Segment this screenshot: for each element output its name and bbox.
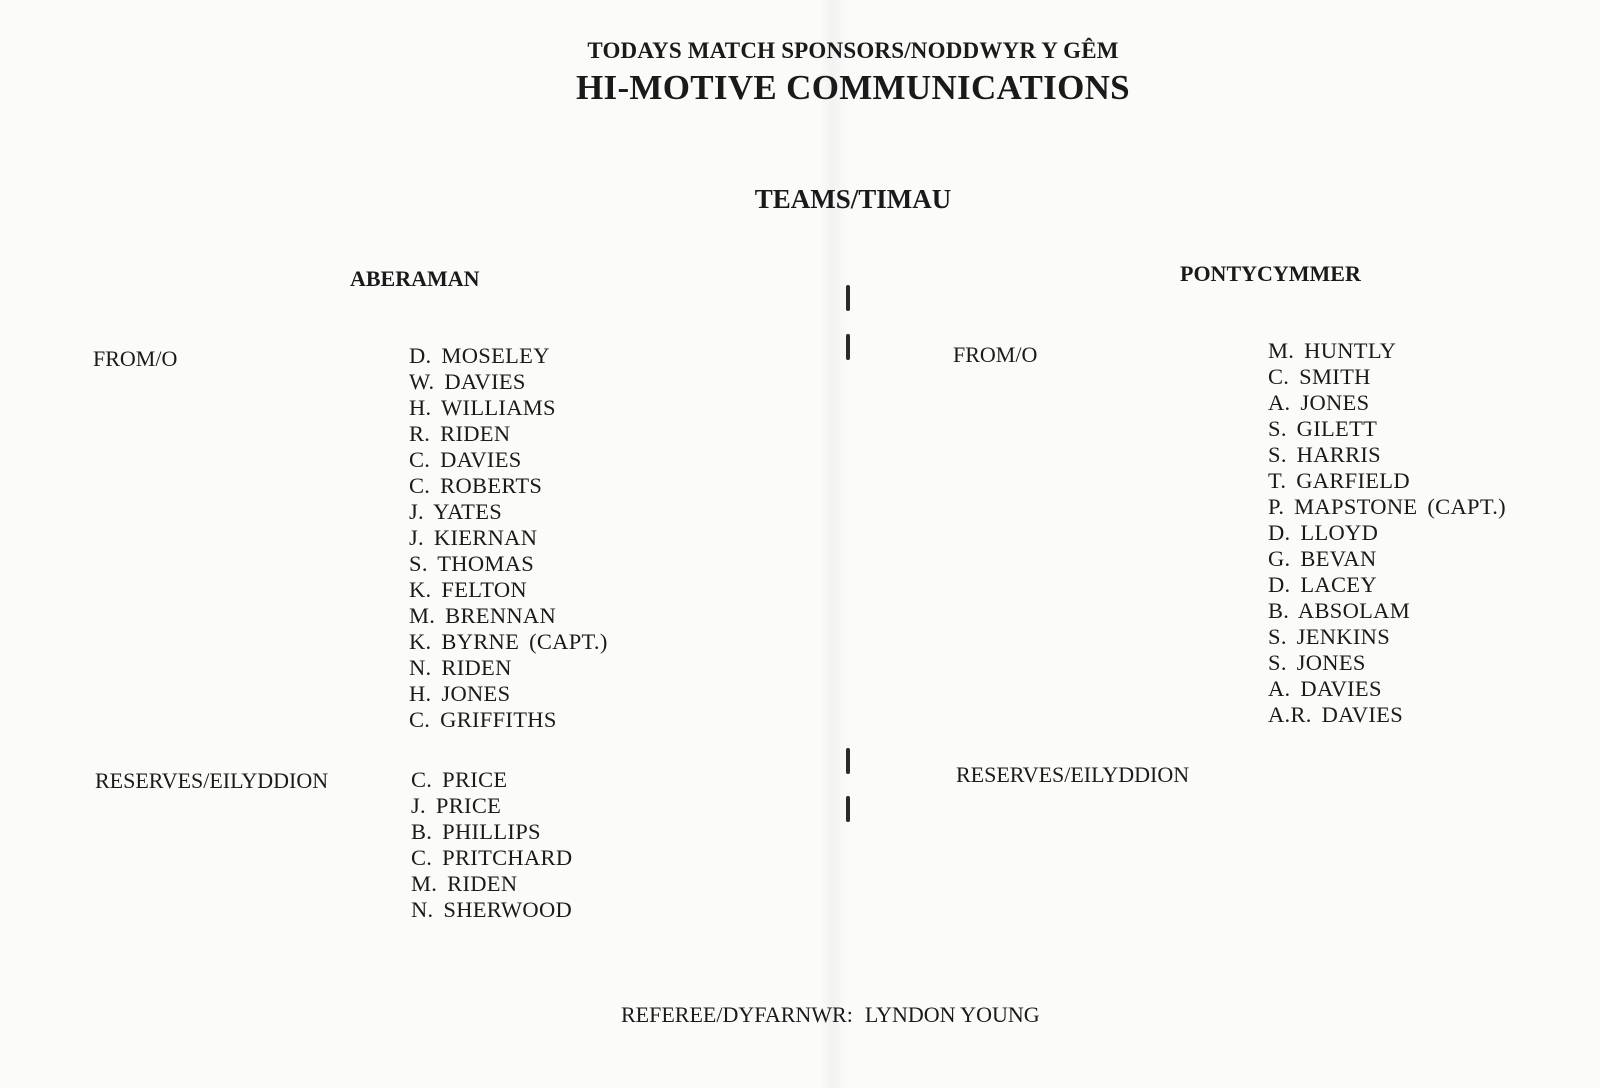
sponsor-heading: TODAYS MATCH SPONSORS/NODDWYR Y GÊM bbox=[587, 38, 1119, 63]
player-row: J. KIERNAN bbox=[409, 525, 538, 550]
player-row: J. YATES bbox=[409, 499, 503, 524]
player-row: S. GILETT bbox=[1268, 416, 1378, 441]
player-row: M. BRENNAN bbox=[409, 603, 557, 628]
sponsor-name: HI-MOTIVE COMMUNICATIONS bbox=[576, 68, 1130, 107]
player-row: A.R. DAVIES bbox=[1268, 702, 1404, 727]
reserve-row: J. PRICE bbox=[411, 793, 502, 818]
player-row: C. GRIFFITHS bbox=[409, 707, 557, 732]
player-row: G. BEVAN bbox=[1268, 546, 1377, 571]
player-row: W. DAVIES bbox=[409, 369, 526, 394]
away-team-name: PONTYCYMMER bbox=[1180, 261, 1361, 286]
home-from-label: FROM/O bbox=[93, 346, 178, 371]
reserve-row: M. RIDEN bbox=[411, 871, 518, 896]
player-row: D. LACEY bbox=[1268, 572, 1377, 597]
player-row: D. LLOYD bbox=[1268, 520, 1379, 545]
player-row: K. BYRNE (CAPT.) bbox=[409, 629, 608, 654]
away-player-list bbox=[1268, 338, 1506, 728]
staple-mark-top-1 bbox=[846, 285, 850, 311]
away-from-label: FROM/O bbox=[953, 342, 1038, 367]
player-row: R. RIDEN bbox=[409, 421, 511, 446]
player-row: A. JONES bbox=[1268, 390, 1370, 415]
referee-name: LYNDON YOUNG bbox=[864, 1002, 1040, 1027]
reserve-row: C. PRITCHARD bbox=[411, 845, 573, 870]
player-row: C. SMITH bbox=[1268, 364, 1371, 389]
player-row: C. DAVIES bbox=[409, 447, 522, 472]
player-row: H. WILLIAMS bbox=[409, 395, 556, 420]
player-row: S. THOMAS bbox=[409, 551, 535, 576]
reserve-row: B. PHILLIPS bbox=[411, 819, 541, 844]
staple-mark-top-2 bbox=[846, 334, 850, 360]
away-reserves-label: RESERVES/EILYDDION bbox=[956, 762, 1190, 787]
player-row: N. RIDEN bbox=[409, 655, 512, 680]
player-row: S. HARRIS bbox=[1268, 442, 1381, 467]
player-row: D. MOSELEY bbox=[409, 343, 550, 368]
home-player-list bbox=[409, 343, 608, 733]
teams-heading: TEAMS/TIMAU bbox=[754, 184, 952, 214]
referee-label: REFEREE/DYFARNWR: bbox=[621, 1002, 853, 1027]
player-row: A. DAVIES bbox=[1268, 676, 1382, 701]
player-row: M. HUNTLY bbox=[1268, 338, 1397, 363]
home-reserves-label: RESERVES/EILYDDION bbox=[95, 768, 329, 793]
home-team-name: ABERAMAN bbox=[350, 266, 480, 291]
referee-line bbox=[621, 1002, 1040, 1028]
reserve-row: C. PRICE bbox=[411, 767, 508, 792]
player-row: T. GARFIELD bbox=[1268, 468, 1410, 493]
player-row: P. MAPSTONE (CAPT.) bbox=[1268, 494, 1506, 519]
player-row: H. JONES bbox=[409, 681, 511, 706]
reserve-row: N. SHERWOOD bbox=[411, 897, 573, 922]
staple-mark-bottom-2 bbox=[846, 796, 850, 822]
player-row: C. ROBERTS bbox=[409, 473, 543, 498]
staple-mark-bottom-1 bbox=[846, 748, 850, 774]
home-reserves-list bbox=[411, 767, 572, 923]
player-row: K. FELTON bbox=[409, 577, 527, 602]
player-row: S. JONES bbox=[1268, 650, 1366, 675]
player-row: B. ABSOLAM bbox=[1268, 598, 1411, 623]
player-row: S. JENKINS bbox=[1268, 624, 1391, 649]
